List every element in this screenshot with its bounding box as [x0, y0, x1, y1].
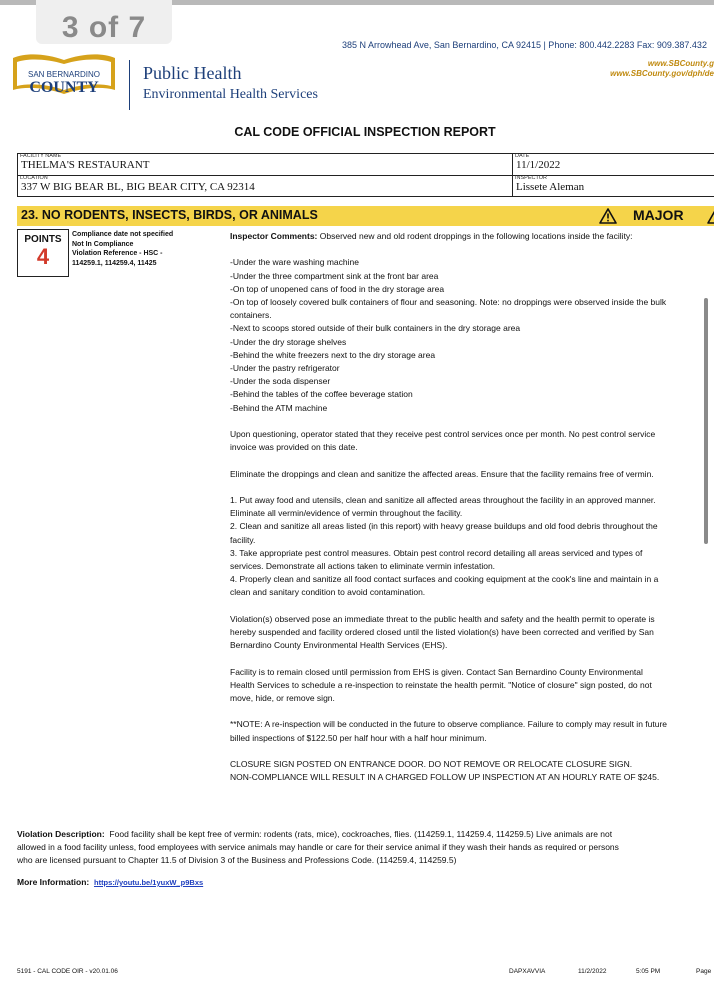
- location-label: LOCATION: [20, 175, 48, 181]
- location-item: -Under the dry storage shelves: [230, 336, 347, 347]
- non-compliance-line: NON-COMPLIANCE WILL RESULT IN A CHARGED FOLLOW UP INSPECTION AT AN HOURLY RATE OF $245.: [230, 772, 660, 783]
- facility-name-label: FACILITY NAME: [20, 153, 62, 159]
- footer-form-id: 5191 - CAL CODE OIR - v20.01.06: [17, 968, 118, 975]
- severity-label: MAJOR: [633, 207, 684, 223]
- logo-divider: [129, 60, 130, 110]
- date-label: DATE: [515, 153, 530, 159]
- location-item: -Under the soda dispenser: [230, 376, 331, 387]
- comments-label: Inspector Comments:: [230, 231, 318, 241]
- location-item: -Under the three compartment sink at the front bar area: [230, 270, 439, 281]
- location-item: -Under the pastry refrigerator: [230, 363, 340, 374]
- more-information: [17, 877, 203, 887]
- location-value: 337 W BIG BEAR BL, BIG BEAR CITY, CA 92314: [21, 181, 255, 193]
- corrective-step: 4. Properly clean and sanitize all food contact surfaces and cooking equipment at the cook's line and maintain in a clean and sanitary condition to avoid contamination.: [230, 574, 659, 598]
- violation-reference-codes: 114259.1, 114259.4, 11425: [72, 259, 157, 267]
- inspector-label: INSPECTOR: [515, 175, 547, 181]
- comments-intro: [230, 230, 668, 243]
- department-name: Public Health: [143, 63, 242, 83]
- inspector-field: [512, 175, 714, 196]
- corrective-step: 1. Put away food and utensils, clean and sanitize all affected areas throughout the facility in an approved manner. Eliminate all vermin/evidence of vermin throughout the facility.: [230, 495, 656, 519]
- county-logo: [7, 50, 121, 112]
- page-counter: 3 of 7: [36, 0, 172, 44]
- comments-intro-text: Observed new and old rodent droppings in the following locations inside the facility:: [319, 231, 633, 241]
- violation-description: [17, 828, 629, 867]
- violation-reference-label: Violation Reference - HSC -: [72, 250, 163, 257]
- corrective-step: 3. Take appropriate pest control measures. Obtain pest control record detailing all areas serviced and types of services. Demonstrate all actions taken to eliminate vermin infestation.: [230, 547, 643, 572]
- corrective-step: 2. Clean and sanitize all areas listed (in this report) with heavy grease buildups and old food debris throughout the facility.: [230, 521, 658, 545]
- website-link-dph[interactable]: www.SBCounty.gov/dph/de: [610, 69, 714, 78]
- eliminate-paragraph: Eliminate the droppings and clean and sanitize the affected areas. Ensure that the facility remains free of vermin.: [230, 468, 654, 479]
- grid-line-bottom: [17, 196, 714, 197]
- logo-text-top: SAN BERNARDINO: [27, 70, 101, 79]
- more-info-link[interactable]: https://youtu.be/1yuxW_p9Bxs: [93, 878, 204, 887]
- inspector-value: Lissete Aleman: [516, 181, 585, 193]
- footer-code: DAPXAVVIA: [509, 968, 546, 975]
- points-label: POINTS: [24, 234, 62, 245]
- location-item: -On top of loosely covered bulk containers of flour and seasoning. Note: no droppings were observed inside the bulk containers.: [230, 297, 667, 321]
- warning-icon: [707, 208, 714, 224]
- date-field: [512, 153, 714, 175]
- location-item: -On top of unopened cans of food in the dry storage area: [230, 283, 445, 294]
- points-box: [17, 229, 69, 277]
- footer-time: 5:05 PM: [636, 968, 661, 975]
- date-value: 11/1/2022: [516, 159, 561, 171]
- closure-paragraph: Facility is to remain closed until permission from EHS is given. Contact San Bernardino County Environmental Health Services to schedule a re-inspection to reinstate the health permit. "Notice of closure" sign posted, do not move, hide, or remove sign.: [230, 666, 652, 704]
- threat-paragraph: Violation(s) observed pose an immediate threat to the public health and safety and the health permit to operate is hereby suspended and facility ordered closed until the listed violation(s) have been corrected and verified by San Bernardino County Environmental Health Services (EHS).: [230, 613, 655, 651]
- violation-header: [17, 206, 714, 226]
- violation-title: 23. NO RODENTS, INSECTS, BIRDS, OR ANIMALS: [21, 208, 318, 222]
- footer-page: Page: [696, 968, 712, 975]
- scrollbar[interactable]: [704, 298, 708, 544]
- location-item: -Behind the white freezers next to the dry storage area: [230, 349, 436, 360]
- location-item: -Under the ware washing machine: [230, 257, 359, 268]
- report-title: CAL CODE OFFICIAL INSPECTION REPORT: [234, 125, 496, 139]
- division-name: Environmental Health Services: [143, 87, 318, 102]
- closure-sign-line: CLOSURE SIGN POSTED ON ENTRANCE DOOR. DO NOT REMOVE OR RELOCATE CLOSURE SIGN.: [230, 759, 633, 769]
- facility-name-value: THELMA'S RESTAURANT: [21, 159, 150, 171]
- inspector-comments: [230, 230, 668, 784]
- facility-name-field: [17, 153, 512, 175]
- location-item: -Next to scoops stored outside of their bulk containers in the dry storage area: [230, 323, 521, 334]
- location-field: [17, 175, 512, 196]
- agency-address: 385 N Arrowhead Ave, San Bernardino, CA 92415 | Phone: 800.442.2283 Fax: 909.387.432: [342, 40, 707, 50]
- warning-icon: [599, 208, 617, 224]
- description-label: Violation Description:: [17, 829, 105, 839]
- more-info-label: More Information:: [17, 877, 90, 887]
- description-text: Food facility shall be kept free of vermin: rodents (rats, mice), cockroaches, flies. (114259.1, 114259.4, 114259.5) Live animals are not allowed in a food facility unless, food employees with service animals may handle or care for their service animal if they wash their hands as required or persons who are licensed pursuant to Chapter 11.5 of Division 3 of the Business and Professions Code. (114259.4, 114259.5): [17, 829, 619, 865]
- note-paragraph: **NOTE: A re-inspection will be conducted in the future to observe compliance. Failure to comply may result in future billed inspections of $122.50 per half hour with a half hour minimum.: [230, 719, 668, 743]
- website-link[interactable]: www.SBCounty.g: [647, 59, 714, 68]
- logo-text-main: COUNTY: [29, 79, 99, 96]
- location-item: -Behind the ATM machine: [230, 402, 328, 413]
- compliance-info: [72, 230, 202, 268]
- footer-date: 11/2/2022: [578, 968, 607, 975]
- location-item: -Behind the tables of the coffee beverage station: [230, 389, 413, 400]
- points-value: 4: [36, 244, 50, 269]
- compliance-date: Compliance date not specified: [72, 231, 174, 238]
- questioning-paragraph: Upon questioning, operator stated that they receive pest control services once per month. No pest control service invoice was provided on this date.: [230, 429, 656, 453]
- compliance-status: Not In Compliance: [72, 240, 134, 248]
